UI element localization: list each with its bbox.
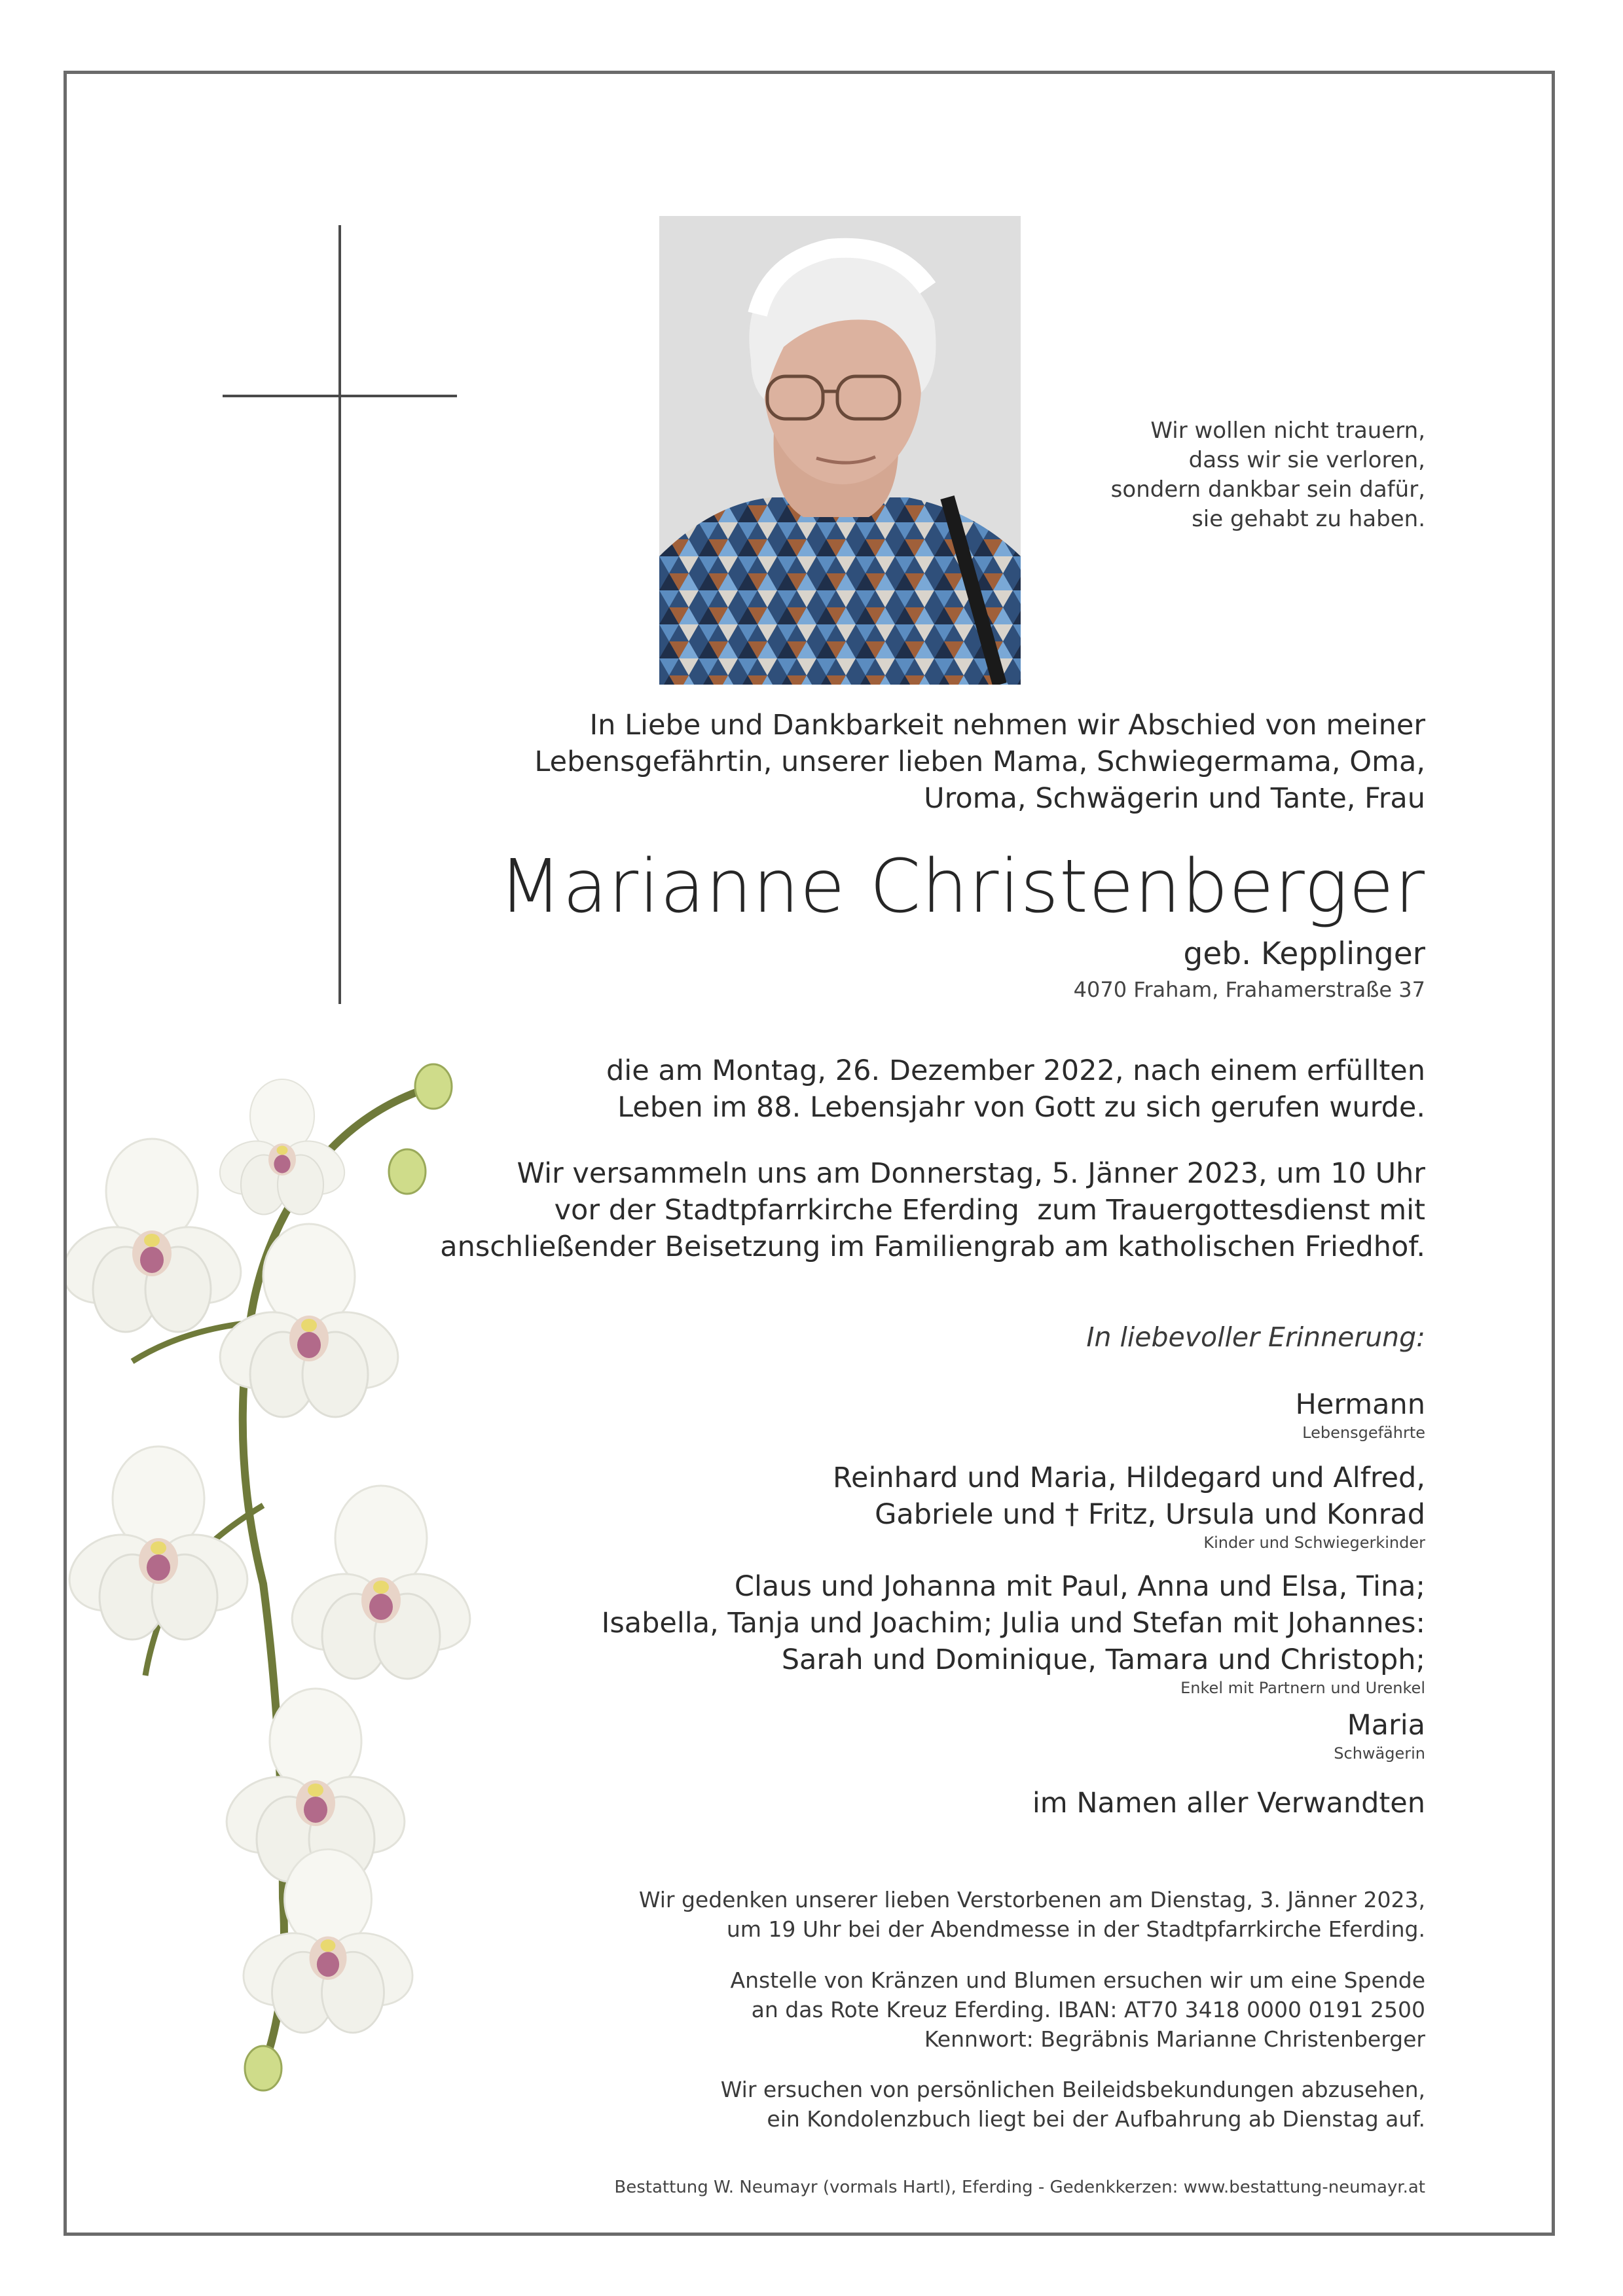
intro-line: In Liebe und Dankbarkeit nehmen wir Abschied von meiner [589,709,1425,742]
mourner-relation: Kinder und Schwiegerkinder [1203,1534,1425,1552]
mourner-names: Hermann [1295,1388,1425,1421]
mourner-names: Claus und Johanna mit Paul, Anna und Elsa, Tina; [734,1570,1425,1603]
service-line: Wir versammeln uns am Donnerstag, 5. Jänner 2023, um 10 Uhr [517,1157,1425,1190]
mourner-relation: Enkel mit Partnern und Urenkel [1180,1679,1425,1697]
intro-line: Lebensgefährtin, unserer lieben Mama, Schwiegermama, Oma, [534,745,1425,778]
address: 4070 Fraham, Frahamerstraße 37 [1073,977,1425,1002]
mourner-names: Isabella, Tanja und Joachim; Julia und Stefan mit Johannes: [601,1607,1425,1640]
service-line: anschließender Beisetzung im Familiengrab am katholischen Friedhof. [440,1230,1425,1263]
memory-heading: In liebevoller Erinnerung: [1086,1321,1425,1353]
note-line: Anstelle von Kränzen und Blumen ersuchen wir um eine Spende [730,1967,1425,1993]
footer: Bestattung W. Neumayr (vormals Hartl), Eferding - Gedenkkerzen: www.bestattung-neumayr.at [614,2178,1425,2197]
note-line: um 19 Uhr bei der Abendmesse in der Stadtpfarrkirche Eferding. [726,1916,1425,1942]
mourner-group [836,1386,1425,1443]
note-memorial-mass [509,1885,1425,1944]
mourner-names: Gabriele und † Fritz, Ursula und Konrad [875,1498,1425,1531]
all-relatives: im Namen aller Verwandten [1032,1787,1425,1820]
death-notice [509,1052,1425,1126]
note-line: Kennwort: Begräbnis Marianne Christenberger [924,2026,1425,2052]
mourner-names: Sarah und Dominique, Tamara und Christoph; [781,1643,1425,1676]
mourner-group [509,1460,1425,1552]
note-line: Wir gedenken unserer lieben Verstorbenen am Dienstag, 3. Jänner 2023, [638,1887,1425,1912]
mourner-names: Reinhard und Maria, Hildegard und Alfred, [833,1462,1425,1494]
poem-line: sondern dankbar sein dafür, [1110,476,1425,503]
cross-horizontal-bar [223,395,457,397]
mourner-group [836,1707,1425,1763]
mourner-names: Maria [1347,1709,1425,1742]
mourner-relation: Lebensgefährte [1302,1424,1425,1442]
service-line: vor der Stadtpfarrkirche Eferding zum Trauergottesdienst mit [554,1194,1425,1227]
poem-line: sie gehabt zu haben. [1192,506,1425,532]
intro-line: Uroma, Schwägerin und Tante, Frau [924,782,1425,815]
intro-text [509,707,1425,817]
note-line: ein Kondolenzbuch liegt bei der Aufbahrung ab Dienstag auf. [767,2106,1425,2132]
note-donation [509,1965,1425,2054]
poem-line: Wir wollen nicht trauern, [1150,418,1425,444]
birth-name: geb. Kepplinger [1183,936,1425,972]
orchid-decoration [67,1047,564,2101]
poem-line: dass wir sie verloren, [1188,447,1425,473]
note-condolences [509,2075,1425,2134]
poem [967,416,1425,534]
mourner-group [443,1568,1425,1698]
mourner-relation: Schwägerin [1334,1744,1425,1763]
note-line: an das Rote Kreuz Eferding. IBAN: AT70 3418 0000 0191 2500 [751,1997,1425,2022]
deceased-name: Marianne Christenberger [498,844,1425,929]
note-line: Wir ersuchen von persönlichen Beileidsbekundungen abzusehen, [720,2077,1425,2102]
death-notice-line: Leben im 88. Lebensjahr von Gott zu sich gerufen wurde. [617,1091,1425,1124]
death-notice-line: die am Montag, 26. Dezember 2022, nach einem erfüllten [606,1054,1425,1087]
